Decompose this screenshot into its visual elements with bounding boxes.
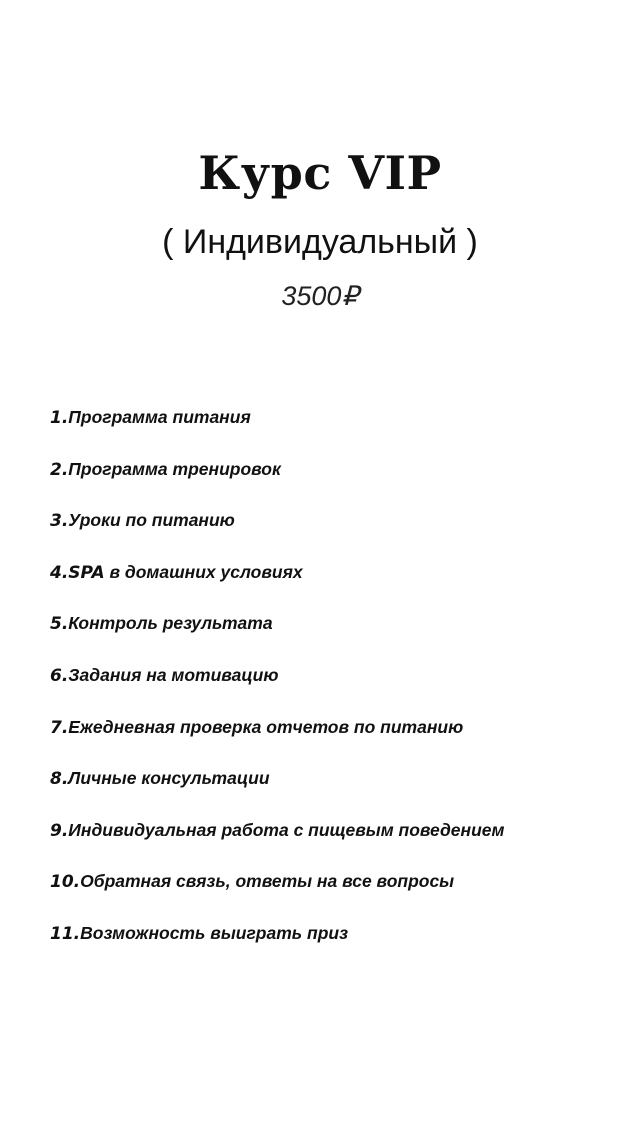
feature-number: 1.	[50, 408, 69, 428]
feature-item	[50, 714, 620, 766]
feature-text: Личные консультации	[68, 768, 270, 789]
features-list	[50, 404, 620, 972]
feature-item	[50, 610, 620, 662]
feature-item	[50, 920, 620, 972]
feature-item	[50, 662, 620, 714]
feature-text: Возможность выиграть приз	[80, 922, 349, 943]
page-title: Курс VIP	[198, 146, 442, 200]
feature-text: Задания на мотивацию	[68, 664, 279, 685]
feature-item	[50, 868, 620, 920]
feature-item	[50, 765, 620, 817]
feature-item	[50, 559, 620, 611]
feature-number: 8.	[50, 769, 69, 790]
feature-number: 9.	[50, 820, 69, 841]
feature-number: 10.	[50, 872, 81, 893]
feature-number: 4.	[50, 562, 69, 583]
course-price: 3500₽	[281, 281, 359, 311]
feature-number: 7.	[50, 717, 69, 738]
feature-text: в домашних условиях	[104, 561, 303, 582]
feature-text: Обратная связь, ответы на все вопросы	[80, 871, 455, 892]
course-subtitle: ( Индивидуальный )	[162, 223, 478, 261]
feature-number: 6.	[50, 665, 69, 686]
feature-number: 11.	[50, 923, 81, 944]
feature-text: Ежедневная проверка отчетов по питанию	[68, 716, 464, 737]
feature-number: 5.	[50, 614, 69, 635]
feature-text: Контроль результата	[68, 613, 273, 634]
feature-lead: SPA	[68, 562, 105, 583]
feature-text: Уроки по питанию	[68, 510, 235, 531]
feature-number: 2.	[50, 459, 69, 480]
feature-number: 3.	[50, 511, 69, 532]
feature-item	[50, 404, 620, 456]
feature-text: Программа тренировок	[68, 458, 281, 479]
feature-text: Индивидуальная работа с пищевым поведением	[68, 819, 505, 840]
feature-item	[50, 507, 620, 559]
feature-text: Программа питания	[68, 407, 251, 427]
feature-item	[50, 817, 620, 869]
feature-item	[50, 456, 620, 508]
